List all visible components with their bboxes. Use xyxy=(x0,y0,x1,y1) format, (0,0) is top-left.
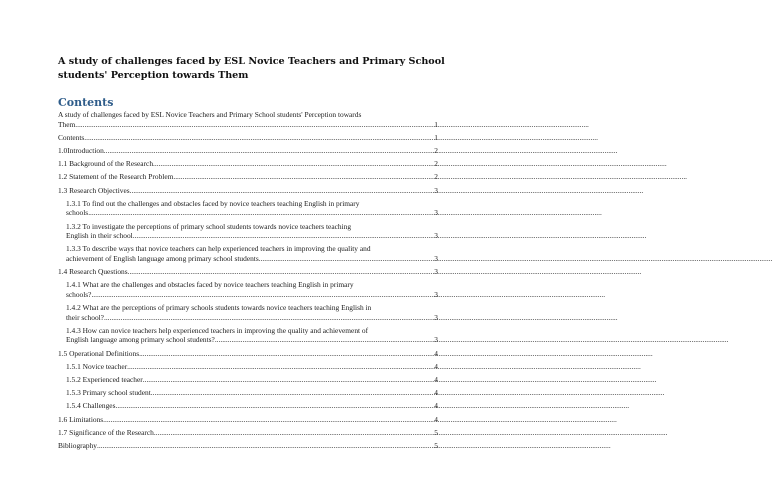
toc-entry-text-line: 1.3.1 To find out the challenges and obstacles faced by novice teachers teaching English in primary xyxy=(66,198,360,208)
dot-leader xyxy=(215,335,433,345)
toc-entry[interactable] xyxy=(66,303,438,322)
toc-entry-text-line: 1.3.2 To investigate the perceptions of primary school students towards novice teachers teaching xyxy=(66,221,352,231)
dot-leader xyxy=(97,441,433,451)
dot-leader xyxy=(139,349,433,359)
toc-entry[interactable] xyxy=(58,349,438,359)
toc-entry-title: Them xyxy=(58,119,76,129)
toc-entry[interactable] xyxy=(66,244,438,263)
dot-leader xyxy=(259,254,434,264)
toc-page-number: 3 xyxy=(434,267,438,277)
toc-page-number: 5 xyxy=(434,440,438,450)
dot-leader xyxy=(173,172,433,182)
toc-entry-title: 1.5.3 Primary school student xyxy=(66,388,151,398)
toc-page-number: 4 xyxy=(434,388,438,398)
dot-leader xyxy=(84,133,433,143)
toc-page-number: 2 xyxy=(434,145,438,155)
toc-page-number: 4 xyxy=(434,361,438,371)
toc-entry-title: 1.5.4 Challenges xyxy=(66,401,116,411)
toc-entry-text-line: 1.3.3 To describe ways that novice teachers can help experienced teachers in improving the quality and xyxy=(66,244,371,254)
toc-entry[interactable] xyxy=(58,428,438,438)
toc-entry-title: 1.5.2 Experienced teacher xyxy=(66,374,143,384)
dot-leader xyxy=(130,186,434,196)
toc-entry-title: 1.5 Operational Definitions xyxy=(58,348,140,358)
toc-page-number: 3 xyxy=(434,208,438,218)
toc-page-number: 3 xyxy=(434,253,438,263)
toc-page-number: 3 xyxy=(434,185,438,195)
toc-entry[interactable] xyxy=(58,159,438,169)
toc-entry[interactable] xyxy=(66,222,438,241)
toc-entry-title: Contents xyxy=(58,132,85,142)
toc-entry-title: 1.2 Statement of the Research Problem xyxy=(58,172,174,182)
dot-leader xyxy=(143,375,434,385)
toc-entry[interactable] xyxy=(58,146,438,156)
toc-entry-title: achievement of English language among primary school students xyxy=(66,253,259,263)
toc-entry[interactable] xyxy=(58,267,438,277)
toc-entry[interactable] xyxy=(58,133,438,143)
table-of-contents xyxy=(58,110,438,454)
toc-entry[interactable] xyxy=(66,388,438,398)
toc-page-number: 3 xyxy=(434,231,438,241)
toc-page-number: 4 xyxy=(434,414,438,424)
toc-page-number: 2 xyxy=(434,172,438,182)
dot-leader xyxy=(103,415,433,425)
dot-leader xyxy=(104,313,433,323)
toc-entry-title: English language among primary school students? xyxy=(66,335,215,345)
dot-leader xyxy=(151,388,434,398)
toc-entry[interactable] xyxy=(66,362,438,372)
toc-entry[interactable] xyxy=(66,401,438,411)
dot-leader xyxy=(154,428,433,438)
toc-entry[interactable] xyxy=(58,186,438,196)
toc-entry-title: 1.0Introduction xyxy=(58,145,104,155)
toc-page-number: 3 xyxy=(434,289,438,299)
toc-entry[interactable] xyxy=(66,280,438,299)
toc-entry-title: 1.7 Significance of the Research xyxy=(58,427,154,437)
toc-entry-title: their school? xyxy=(66,312,104,322)
dot-leader xyxy=(127,362,433,372)
dot-leader xyxy=(115,401,433,411)
toc-entry-title: English in their school xyxy=(66,231,133,241)
toc-page-number: 5 xyxy=(434,427,438,437)
toc-entry[interactable] xyxy=(58,172,438,182)
dot-leader xyxy=(133,231,434,241)
toc-entry-title: schools? xyxy=(66,289,92,299)
toc-entry[interactable] xyxy=(58,110,438,129)
toc-page-number: 1 xyxy=(434,132,438,142)
toc-entry-title: schools xyxy=(66,208,89,218)
toc-page-number: 1 xyxy=(434,119,438,129)
dot-leader xyxy=(91,290,433,300)
toc-page-number: 3 xyxy=(434,312,438,322)
toc-entry-text-line: 1.4.3 How can novice teachers help experienced teachers in improving the quality and achievement of xyxy=(66,325,369,335)
toc-entry[interactable] xyxy=(66,326,438,345)
dot-leader xyxy=(128,267,434,277)
dot-leader xyxy=(153,159,433,169)
toc-entry-text-line: A study of challenges faced by ESL Novice Teachers and Primary School students' Perception towards xyxy=(58,110,362,119)
toc-entry-title: 1.5.1 Novice teacher xyxy=(66,361,128,371)
dot-leader xyxy=(75,120,433,130)
toc-entry-title: 1.6 Limitations xyxy=(58,414,104,424)
toc-entry[interactable] xyxy=(58,441,438,451)
toc-entry[interactable] xyxy=(66,199,438,218)
document-title: A study of challenges faced by ESL Novice Teachers and Primary School students' Perception towards Them xyxy=(58,56,445,81)
toc-page-number: 2 xyxy=(434,159,438,169)
toc-entry-text-line: 1.4.2 What are the perceptions of primary schools students towards novice teachers teaching English in xyxy=(66,303,372,313)
toc-page-number: 4 xyxy=(434,401,438,411)
toc-entry-title: 1.4 Research Questions xyxy=(58,267,128,277)
toc-entry[interactable] xyxy=(66,375,438,385)
toc-page-number: 4 xyxy=(434,374,438,384)
toc-entry-title: 1.3 Research Objectives xyxy=(58,185,130,195)
toc-entry[interactable] xyxy=(58,415,438,425)
toc-page-number: 4 xyxy=(434,348,438,358)
dot-leader xyxy=(88,208,433,218)
dot-leader xyxy=(104,146,434,156)
toc-page-number: 3 xyxy=(434,335,438,345)
toc-entry-title: Bibliography xyxy=(58,440,98,450)
toc-entry-text-line: 1.4.1 What are the challenges and obstacles faced by novice teachers teaching English in primary xyxy=(66,280,354,290)
toc-entry-title: 1.1 Background of the Research xyxy=(58,159,154,169)
contents-heading: Contents xyxy=(58,96,114,109)
